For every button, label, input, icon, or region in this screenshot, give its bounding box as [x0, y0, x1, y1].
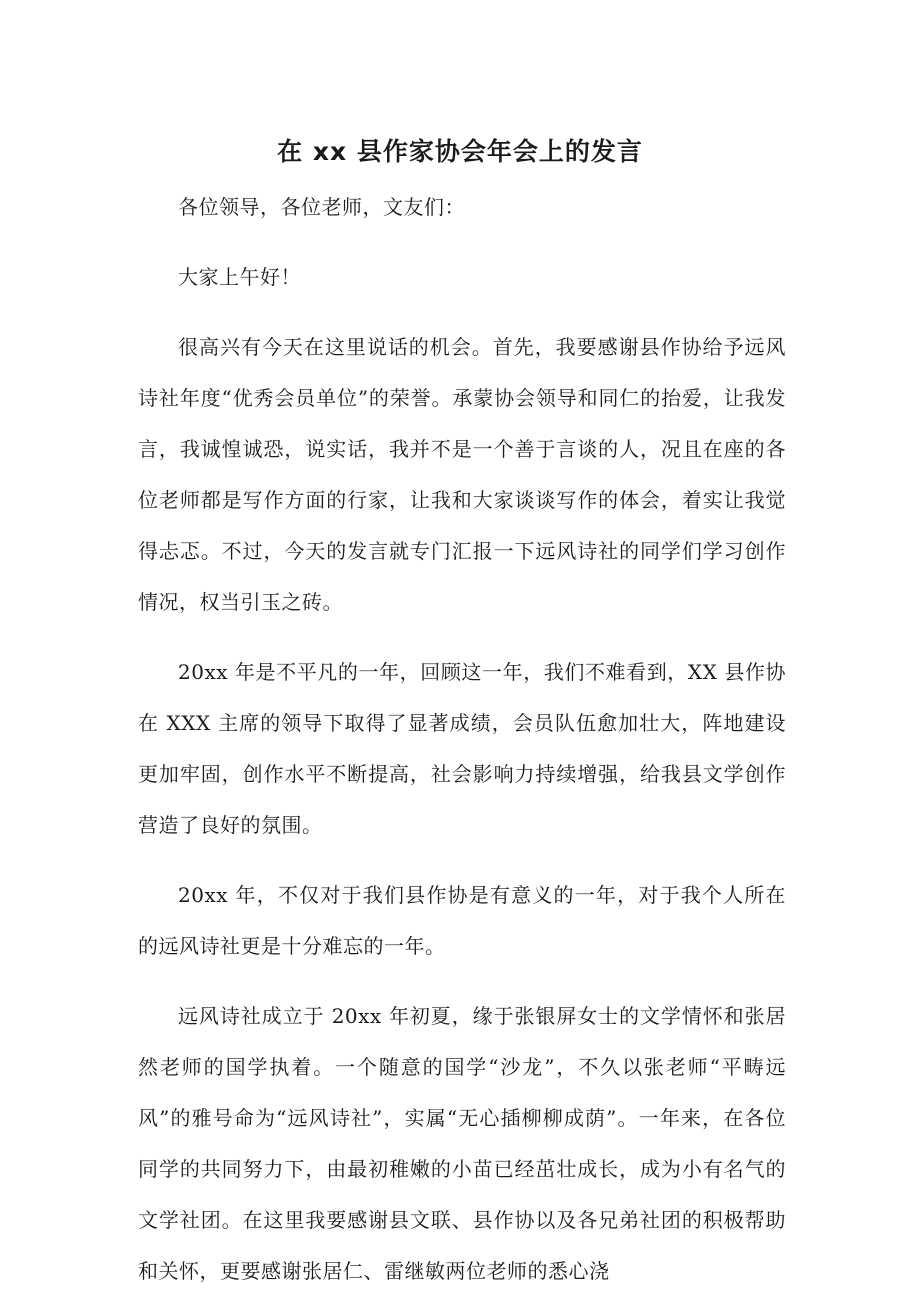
salutation: 各位领导，各位老师，文友们： — [178, 195, 465, 219]
greeting: 大家上午好！ — [178, 265, 301, 289]
document-title: 在 xx 县作家协会年会上的发言 — [277, 137, 643, 166]
document-body — [138, 182, 786, 1316]
paragraph-significance: 20xx 年，不仅对于我们县作协是有意义的一年，对于我个人所在的远风诗社更是十分难忘的一年。 — [138, 883, 786, 958]
paragraph-poetry-society: 远风诗社成立于 20xx 年初夏，缘于张银屏女士的文学情怀和张居然老师的国学执着。一个随意的国学“沙龙”，不久以张老师“平畴远风”的雅号命为“远风诗社”，实属“无心插柳柳成荫”。一年来，在各位同学的共同努力下，由最初稚嫩的小苗已经茁壮成长，成为小有名气的文学社团。在这里我要感谢县文联、县作协以及各兄弟社团的积极帮助和关怀，更要感谢张居仁、雷继敏两位老师的悉心浇 — [138, 1004, 786, 1283]
paragraph-opening: 很高兴有今天在这里说话的机会。首先，我要感谢县作协给予远风诗社年度“优秀会员单位”的荣誉。承蒙协会领导和同仁的抬爱，让我发言，我诚惶诚恐，说实话，我并不是一个善于言谈的人，况且在座的各位老师都是写作方面的行家，让我和大家谈谈写作的体会，着实让我觉得忐忑。不过，今天的发言就专门汇报一下远风诗社的同学们学习创作情况，权当引玉之砖。 — [138, 335, 786, 614]
paragraph-year-review: 20xx 年是不平凡的一年，回顾这一年，我们不难看到，XX 县作协在 XXX 主席的领导下取得了显著成绩，会员队伍愈加壮大，阵地建设更加牢固，创作水平不断提高，社会影响力持续增强，给我县文学创作营造了良好的氛围。 — [138, 660, 786, 837]
